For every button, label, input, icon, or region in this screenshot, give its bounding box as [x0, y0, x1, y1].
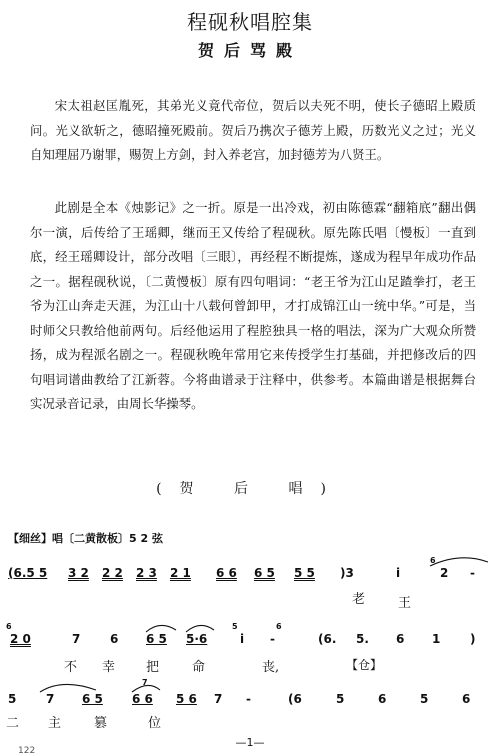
- score-row-2: [0, 622, 500, 682]
- grace-note: 6: [6, 622, 12, 631]
- note-group: (6.5 5: [8, 566, 48, 580]
- note-group: 6 6: [216, 566, 237, 580]
- piece-title: 贺后骂殿: [197, 41, 302, 60]
- note-group: 6 5: [254, 566, 275, 580]
- note: (6: [288, 692, 302, 706]
- note-group: 5 5: [294, 566, 315, 580]
- grace-note: 6: [430, 556, 436, 565]
- note: i: [240, 632, 245, 646]
- note: (6.: [318, 632, 337, 646]
- book-title: 程砚秋唱腔集: [187, 10, 313, 34]
- lyric-character: 幸: [102, 660, 116, 675]
- note: 6: [462, 692, 471, 706]
- note-group: 2 3: [136, 566, 157, 580]
- slur-mark: [0, 678, 500, 698]
- note-group: 5 6: [176, 692, 197, 706]
- lyric-character: 丧,: [262, 660, 280, 675]
- slur-mark: [0, 554, 500, 574]
- page-mark: 122: [18, 746, 36, 756]
- slur-mark: [0, 618, 500, 638]
- lyric-character: 把: [146, 660, 160, 675]
- note-group: 6 5: [82, 692, 103, 706]
- commentary-paragraph: 此剧是全本《烛影记》之一折。原是一出冷戏，初由陈德霖“翻箱底”翻出偶尔一演，后传给了王瑶卿，继而王又传给了程砚秋。原先陈氏唱〔慢板〕一直到底，经王瑶卿设计，部分改唱〔三眼〕，再经程不断提炼，遂成为程早年成功作品之一。据程砚秋说，〔二黄慢板〕原有四句唱词：“老王爷为江山足蹅拳打，老王爷为江山奔走天涯，为江山十八载何曾卸甲，才打成锦江山一统中华。”可是，当时师父只教给他前两句。后经他运用了程腔独具一格的唱法，深为广大观众所赞扬，成为程派名剧之一。程砚秋晚年常用它来传授学生打基础，并把修改后的四句唱词谱曲教给了江新蓉。今将曲谱录于注释中，供参考。本篇曲谱是根据舞台实况录音记录，由周长华操琴。: [30, 200, 476, 411]
- note: 5: [420, 692, 429, 706]
- note: 6: [110, 632, 119, 646]
- note-group: 3 2: [68, 566, 89, 580]
- percussion-mark: 【仓】: [346, 658, 383, 672]
- note: 1: [432, 632, 441, 646]
- score-header: 【细丝】唱〔二黄散板〕5 2 弦: [8, 532, 163, 545]
- note-group: 2 1: [170, 566, 191, 580]
- note-group: 2 0: [10, 632, 31, 646]
- note-group: 6 5: [146, 632, 167, 646]
- synopsis-paragraph: 宋太祖赵匡胤死，其弟光义竟代帝位，贺后以夫死不明，使长子德昭上殿质问。光义欲斩之，德昭撞死殿前。贺后乃携次子德芳上殿，历数光义之过；光义自知理屈乃谢罪，赐贺上方剑，封入养老宫，加封德芳为八贤王。: [30, 98, 476, 162]
- note: 6: [378, 692, 387, 706]
- grace-note: 5: [232, 622, 238, 631]
- note: 5: [336, 692, 345, 706]
- lyric-character: 王: [398, 596, 412, 611]
- note: ): [470, 632, 476, 646]
- lyric-character: 二: [6, 716, 20, 731]
- note: 5: [8, 692, 17, 706]
- lyric-character: 命: [192, 660, 206, 675]
- note: i: [396, 566, 401, 580]
- note: )3: [340, 566, 354, 580]
- lyric-character: 主: [48, 716, 62, 731]
- lyric-character: 不: [64, 660, 78, 675]
- role-heading: (贺 后 唱): [156, 481, 344, 497]
- lyric-character: 篡: [94, 716, 108, 731]
- score-row-1: [0, 556, 500, 616]
- note: 7: [214, 692, 223, 706]
- grace-note: 6: [276, 622, 282, 631]
- note: -: [246, 692, 251, 706]
- lyric-character: 位: [148, 716, 162, 731]
- note-group: 5·6: [186, 632, 208, 646]
- grace-note: 7: [142, 678, 148, 687]
- note: 7: [72, 632, 81, 646]
- note: -: [470, 566, 475, 580]
- page-number: —1—: [235, 736, 265, 749]
- note: 2: [440, 566, 449, 580]
- note: 5.: [356, 632, 369, 646]
- note: 7: [46, 692, 55, 706]
- note-group: 2 2: [102, 566, 123, 580]
- note: -: [270, 632, 275, 646]
- note: 6: [396, 632, 405, 646]
- note-group: 6 6: [132, 692, 153, 706]
- lyric-character: 老: [352, 592, 366, 607]
- score-row-3: [0, 678, 500, 742]
